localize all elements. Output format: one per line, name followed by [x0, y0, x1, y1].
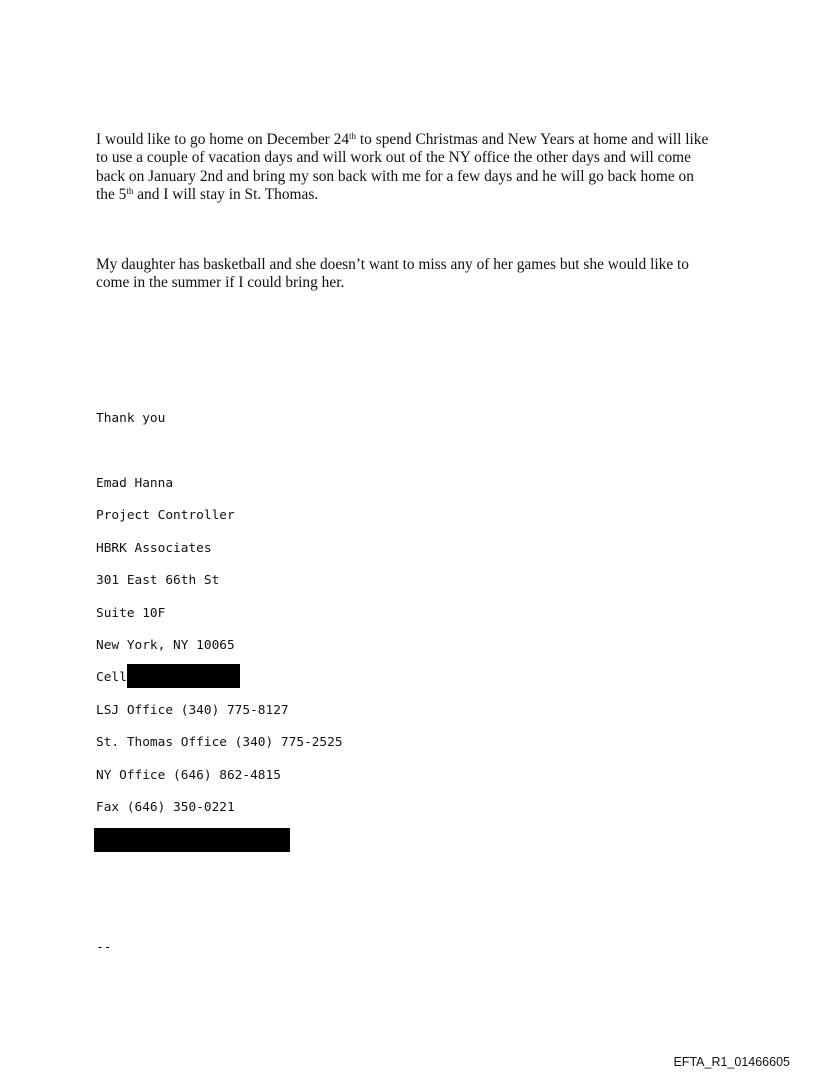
signature-lsj-office: LSJ Office (340) 775-8127 — [96, 703, 289, 718]
paragraph-1-text-c: and I will stay in St. Thomas. — [133, 185, 319, 203]
redaction-bar — [127, 664, 240, 688]
signature-cell-label: Cell — [96, 670, 127, 685]
signature-separator: -- — [96, 940, 112, 955]
signature-address-line-2: Suite 10F — [96, 606, 166, 621]
email-paragraph-1 — [96, 131, 716, 204]
signature-st-thomas-office: St. Thomas Office (340) 775-2525 — [96, 735, 343, 750]
paragraph-1-text-b: to spend Christmas and New Years at home and will like to use a couple of vacation days and will work out of the NY office the other days and will come back on January 2nd and bring my son back with me for a few days and he will go back home on the 5 — [96, 131, 709, 203]
closing-line: Thank you — [96, 411, 166, 426]
ordinal-suffix: th — [349, 131, 357, 141]
signature-ny-office: NY Office (646) 862-4815 — [96, 768, 281, 783]
paragraph-1-text-a: I would like to go home on December 24 — [96, 131, 350, 148]
signature-fax: Fax (646) 350-0221 — [96, 800, 235, 815]
signature-company: HBRK Associates — [96, 541, 212, 556]
redaction-bar — [94, 828, 290, 852]
signature-address-line-1: 301 East 66th St — [96, 573, 220, 588]
signature-city-state-zip: New York, NY 10065 — [96, 638, 235, 653]
signature-name: Emad Hanna — [96, 476, 174, 491]
signature-title: Project Controller — [96, 508, 235, 523]
email-paragraph-2: My daughter has basketball and she doesn’t want to miss any of her games but she would like to come in the summer if I could bring her. — [96, 256, 689, 292]
ordinal-suffix: th — [126, 185, 134, 196]
document-id: EFTA_R1_01466605 — [673, 1055, 790, 1069]
